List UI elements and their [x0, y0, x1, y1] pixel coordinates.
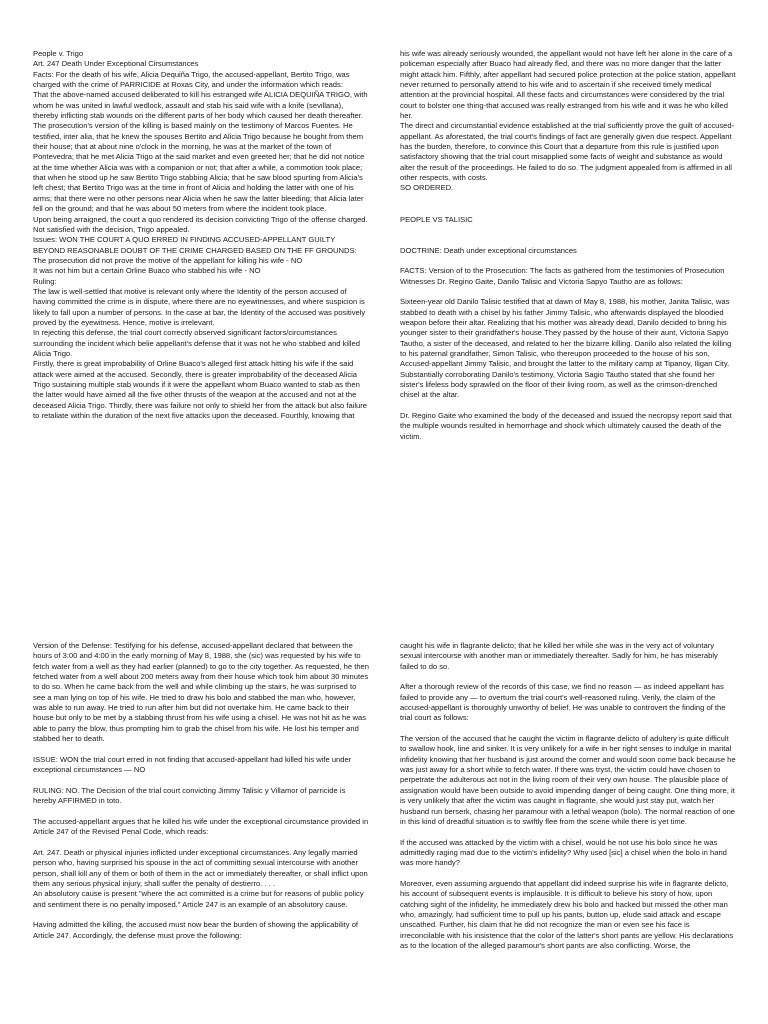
paragraph-gap: [400, 194, 736, 204]
paragraph-gap: [400, 827, 736, 837]
paragraph-gap: [33, 910, 369, 920]
paragraph: If the accused was attacked by the victim with a chisel, would he not use his bolo since he was admittedly raging mad due to the victim's infidelity? Why used [sic] a chisel when the bolo in hand was more handy?: [400, 837, 727, 868]
paragraph: Art. 247. Death or physical injuries inflicted under exceptional circumstances. Any legally married person who, having surprised his spouse in the act of committing sexual intercourse with another person, shall kill any of them or both of them in the act or immediately thereafter, or shall inflict upon them any serious physical injury, shall suffer the penalty of destierro. . . .: [33, 847, 368, 888]
column-bottom-left: [33, 641, 369, 1019]
paragraph-gap: [33, 775, 369, 785]
paragraph: SO ORDERED.: [400, 183, 454, 193]
paragraph-gap: [400, 724, 736, 734]
paragraph: Sixteen-year old Danilo Talisic testified that at dawn of May 8, 1988, his mother, Janita Talisic, was stabbed to death with a chisel by his father Jimmy Talisic, who afterwards displayed the bloodied weapon before their altar. Realizing that his mother was already dead, Danilo decided to bring his younger sister to their grandfather's house.They passed by the house of their aunt, Victoria Sapyo Tautho, a sister of the deceased, and related to her the bizarre killing. Danilo also related the killing to his paternal grandfather, Simon Talisic, who thereupon proceeded to the house of his son, Accused-appellant Jimmy Talisic, and brought the latter to the military camp at Tipanoy, Iligan City. Substantially corroborating Danilo's testimony, Victoria Sagio Tautho stated that she found her sister's lifeless body sprawled on the floor of their living room, as well as the crimson-drenched chisel at the altar.: [400, 297, 732, 400]
paragraph-gap: [400, 256, 736, 266]
paragraph: caught his wife in flagrante delicto; that he killed her while she was in the very act of voluntary sexual intercourse with another man or immediately thereafter. Sadly for him, he has miserably failed to do so.: [400, 641, 718, 671]
paragraph: The prosecution's version of the killing is based mainly on the testimony of Marcos Fuentes. He testified, inter alia, that he knew the spouses Bertito and Alicia Trigo because he bought from them their house; that at about nine o'clock in the morning, he was at the market of the town of Pontevedra; that he met Alicia Trigo at the said market and even greeted her; that he did not notice at the time whether Alicia was with a companion or not; that after a while, a commotion took place; that when he stood up he saw Bertito Trigo stabbing Alicia; that he saw blood spurting from Alicia's left chest; that Bertito Trigo was at the time in front of Alicia and holding the latter with one of his arms; that there were no other persons near Alicia when he saw the latter bleeding; that Alicia later fell on the ground; and that he was about 50 meters from where the incident took place.: [33, 121, 365, 214]
paragraph: The prosecution did not prove the motive of the appellant for killing his wife - NO: [33, 255, 303, 265]
paragraph: That the above-named accused deliberated to kill his estranged wife ALICIA DEQUIÑA TRIGO, with whom he was united in lawful wedlock, assault and stab his said wife with a knife (sevillana), thereby inflicting stab wounds on the different parts of her body which caused her death thereafter.: [33, 90, 368, 121]
paragraph-gap: [33, 838, 369, 848]
paragraph-gap: [400, 869, 736, 879]
paragraph-gap: [400, 225, 736, 235]
paragraph-gap: [400, 401, 736, 411]
paragraph-gap: [400, 204, 736, 214]
paragraph: The direct and circumstantial evidence established at the trial sufficiently prove the guilt of accused-appellant. As aforestated, the trial court's findings of fact are generally given due respect. Appellant has the burden, therefore, to convince this Court that a departure from this rule is justified upon satisfactory showing that the trial court misapplied some facts of weight and substance as would alter the result of the proceedings. He failed to do so. The judgment appealed from is affirmed in all other respects, with costs.: [400, 121, 735, 183]
column-top-right: [400, 49, 736, 549]
paragraph: An absolutory cause is present "where the act committed is a crime but for reasons of public policy and sentiment there is no penalty imposed." Article 247 is an example of an absolutory cause.: [33, 889, 364, 909]
paragraph: The version of the accused that he caught the victim in flagrante delicto of adultery is quite difficult to swallow hook, line and sinker. It is very unlikely for a wife in her right senses to indulge in marital infidelity knowing that her husband is just around the corner and would soon come back because he was just away for a short while to fetch water. If there was tryst, the victim could have chosen to perpetrate the adulterous act not in the living room of their very own house. The plausible place of assignation would have been outside to avoid impending danger of being caught. One thing more, it is very unlikely that after the victim was caught in flagrante, she would just stay put, watch her husband run berserk, chasing her paramour with a lethal weapon (bolo). The normal reaction of one in this kind of dreadful situation is to swiftly flee from the scene while there is yet time.: [400, 734, 736, 826]
paragraph-gap: [400, 287, 736, 297]
paragraph: PEOPLE VS TALISIC: [400, 214, 473, 224]
column-bottom-right: [400, 641, 736, 1019]
paragraph: Moreover, even assuming arguendo that appellant did indeed surprise his wife in flagrante delicto, his account of subsequent events is implausible. It is difficult to believe his story of how, upon catching sight of the infidelity, he immediately drew his bolo and hacked but missed the other man who, amazingly, had sufficient time to pull up his pants, button up, elude said attack and escape unscathed. Further, his claim that he did not recognize the man or even see his face is irreconcilable with his insistence that the color of the latter's short pants are yellow. His declarations as to the location of the alleged paramour's short pants are also conflicting. Worse, the: [400, 878, 734, 950]
paragraph: Issues: WON THE COURT A QUO ERRED IN FINDING ACCUSED-APPELLANT GUILTY BEYOND REASONABLE DOUBT OF THE CRIME CHARGED BASED ON THE FF GROUNDS:: [33, 235, 357, 255]
paragraph: The law is well-settled that motive is relevant only where the Identity of the person accused of having committed the crime is in dispute, where there are no eyewitnesses, and where suspicion is likely to fall upon a number of persons. In the case at bar, the Identity of the accused was positively proved by the eyewitness. Hence, motive is irrelevant.: [33, 286, 366, 327]
paragraph: People v. Trigo: [33, 49, 84, 58]
paragraph: Facts: For the death of his wife, Alicia Dequiña Trigo, the accused-appellant, Bertito Trigo, was charged with the crime of PARRICIDE at Roxas City, and under the information which reads:: [33, 69, 350, 90]
paragraph-gap: [33, 807, 369, 817]
paragraph: Ruling:: [33, 276, 57, 286]
paragraph: Having admitted the killing, the accused must now bear the burden of showing the applicability of Article 247. Accordingly, the defense must prove the following:: [33, 920, 359, 940]
paragraph: ISSUE: WON the trial court erred in not finding that accused-appellant had killed his wife under exceptional circumstances — NO: [33, 754, 352, 775]
paragraph: Dr. Regino Gaite who examined the body of the deceased and issued the necropsy report said that the multiple wounds resulted in hemorrhage and shock which ultimately caused the death of the victim.: [400, 411, 732, 441]
paragraph-gap: [400, 672, 736, 682]
paragraph: Art. 247 Death Under Exceptional Cirsumstances: [33, 59, 199, 69]
paragraph: RULING: NO. The Decision of the trial court convicting Jimmy Talisic y Villamor of parricide is hereby AFFIRMED in toto.: [33, 785, 346, 806]
paragraph: The accused-appellant argues that he killed his wife under the exceptional circumstance provided in Article 247 of the Revised Penal Code, which reads:: [33, 816, 369, 837]
paragraph: FACTS: Version of to the Prosecution: The facts as gathered from the testimonies of Prosecution Witnesses Dr. Regino Gaite, Danilo Talisic and Victoria Sapyo Tautho are as follows:: [400, 266, 725, 286]
paragraph: In rejecting this defense, the trial court correctly observed significant factors/circumstances surrounding the incident which belie appellant's defense that it was not he who stabbed and killed Alicia Trigo.: [33, 328, 360, 358]
paragraph: Firstly, there is great improbability of Orline Buaco's alleged first attack hitting his wife if the said attack were aimed at the accused. Secondly, there is greater improbability of the deceased Alicia Trigo sustaining multiple stab wounds if it were the appellant whom Buaco wanted to stab as then the latter would have aimed all the five other thrusts of the weapon at the accused and not at the deceased Alicia Trigo. Thirdly, there was failure not only to shield her from the attack but also failure to retaliate within the duration of the next five attacks upon the deceased. Fourthly, knowing that: [33, 359, 368, 421]
paragraph: his wife was already seriously wounded, the appellant would not have left her alone in the care of a policeman especially after Buaco had already fled, and there was no more danger that the latter might attack him. Fifthly, after appellant had secured police protection at the police station, appellant never returned to personally attend to his wife and to ascertain if she received timely medical attention at the provincial hospital. All these facts and circumstances were considered by the trial court to bolster one thing-that accused was really estranged from his wife and it was he who killed her.: [400, 49, 736, 121]
paragraph: Upon being arraigned, the court a quo rendered its decision convicting Trigo of the offense charged. Not satisfied with the decision, Trigo appealed.: [33, 214, 368, 234]
paragraph: After a thorough review of the records of this case, we find no reason — as indeed appellant has failed to provide any — to overturn the trial court's well-reasoned ruling. Verily, the claim of the accused-appellant is thoroughly unworthy of belief. He was unable to controvert the finding of the trial court as follows:: [400, 682, 726, 723]
paragraph: DOCTRINE: Death under exceptional circumstances: [400, 245, 577, 255]
paragraph-gap: [400, 235, 736, 245]
paragraph-gap: [33, 744, 369, 754]
paragraph: It was not him but a certain Orline Buaco who stabbed his wife - NO: [33, 266, 261, 276]
paragraph: Version of the Defense: Testifying for his defense, accused-appellant declared that between the hours of 3:00 and 4:00 in the early morning of May 8, 1988, she (sic) was requested by his wife to fetch water from a well as they had earlier (planned) to go to the city together. As requested, he then fetched water from a well about 200 meters away from their house which took him about 30 minutes to do so. When he came back from the well and while climbing up the stairs, he was surprised to see a man lying on top of his wife. He tried to draw his bolo and stabbed the man who, however, was able to run away. He tried to run after him but did not overtake him. He came back to their house but only to be met by a stabbing thrust from his wife using a chisel. He was not hit as he was able to parry the blow, thus prompting him to grab the chisel from his wife. He lost his temper and stabbed her to death.: [33, 641, 369, 744]
column-top-left: [33, 49, 369, 549]
